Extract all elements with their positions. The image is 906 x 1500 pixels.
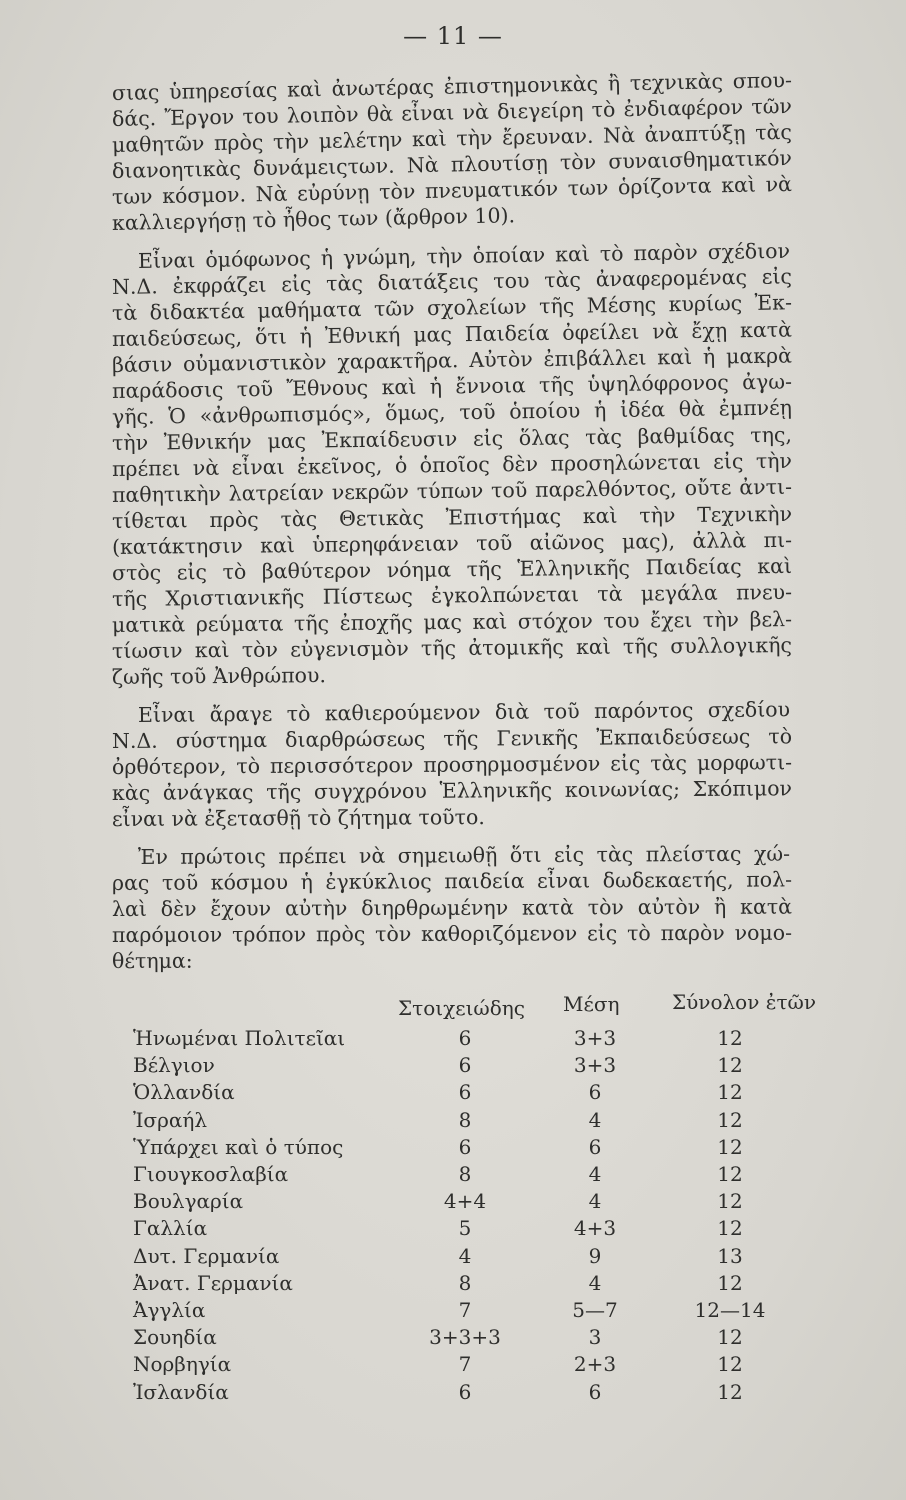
text-line: κὰς ἀνάγκας τῆς συγχρόνου Ἑλληνικῆς κοινωνίας; Σκόπιμον bbox=[111, 776, 793, 805]
text-line: των κόσμον. Νὰ εὐρύνῃ τὸν πνευματικόν των ὁρίζοντα καὶ νὰ bbox=[111, 171, 793, 209]
table-cell-elementary: 6 bbox=[458, 1135, 472, 1159]
table-cell-total: 12 bbox=[717, 1080, 743, 1104]
text-line: τίθεται πρὸς τὰς Θετικὰς Ἐπιστήμας καὶ τὴν Τεχνικὴν bbox=[111, 501, 793, 533]
column-header-elementary: Στοιχειώδης bbox=[398, 996, 525, 1020]
table-cell-country: Δυτ. Γερμανία bbox=[133, 1244, 280, 1268]
table-cell-country: Βουλγαρία bbox=[133, 1189, 244, 1213]
table-cell-country: Ἡνωμέναι Πολιτεῖαι bbox=[133, 1026, 346, 1050]
table-cell-elementary: 6 bbox=[458, 1053, 472, 1077]
table-cell-total: 12 bbox=[717, 1271, 743, 1295]
text-line: δάς. Ἔργον του λοιπὸν θὰ εἶναι νὰ διεγείρη τὸ ἐνδιαφέρον τῶν bbox=[111, 93, 793, 131]
table-cell-country: Ἰσραήλ bbox=[133, 1108, 207, 1132]
table-cell-middle: 6 bbox=[588, 1380, 602, 1404]
text-line: καλλιεργήσῃ τὸ ἦθος των (ἄρθρον 10). bbox=[111, 203, 516, 235]
text-line: γῆς. Ὁ «ἀνθρωπισμός», ὅμως, τοῦ ὁποίου ἡ ἰδέα θὰ ἐμπνέῃ bbox=[111, 395, 793, 429]
text-line: Ν.Δ. σύστημα διαρθρώσεως τῆς Γενικῆς Ἐκπαιδεύσεως τὸ bbox=[111, 724, 793, 753]
table-cell-total: 12—14 bbox=[694, 1298, 766, 1322]
text-line: Ἐν πρώτοις πρέπει νὰ σημειωθῇ ὅτι εἰς τὰς πλείστας χώ- bbox=[137, 841, 791, 869]
table-cell-country: Ὑπάρχει καὶ ὁ τύπος bbox=[133, 1135, 344, 1159]
table-cell-elementary: 6 bbox=[458, 1080, 472, 1104]
text-line: Εἶναι ὁμόφωνος ἡ γνώμη, τὴν ὁποίαν καὶ τὸ παρὸν σχέδιον bbox=[137, 238, 791, 273]
table-cell-country: Ἀνατ. Γερμανία bbox=[133, 1271, 293, 1295]
table-cell-middle: 3+3 bbox=[573, 1026, 617, 1050]
table-cell-total: 12 bbox=[717, 1053, 743, 1077]
table-cell-elementary: 5 bbox=[458, 1216, 472, 1240]
page-number: — 11 — bbox=[403, 22, 503, 50]
text-line: παθητικὴν λατρείαν νεκρῶν τύπων τοῦ παρελθόντος, οὔτε ἀντι- bbox=[111, 474, 793, 507]
table-cell-total: 12 bbox=[717, 1162, 743, 1186]
text-line: βάσιν οὐμανιστικὸν χαρακτῆρα. Αὐτὸν ἐπιβάλλει καὶ ἡ μακρὰ bbox=[111, 343, 793, 377]
table-cell-elementary: 6 bbox=[458, 1380, 472, 1404]
table-cell-elementary: 4 bbox=[458, 1244, 472, 1268]
text-line: (κατάκτησιν καὶ ὑπερηφάνειαν τοῦ αἰῶνος μας), ἀλλὰ πι- bbox=[111, 527, 793, 559]
text-line: διανοητικὰς δυνάμειςτων. Νὰ πλουτίσῃ τὸν συναισθηματικόν bbox=[111, 145, 793, 183]
table-cell-country: Ἀγγλία bbox=[133, 1298, 206, 1322]
table-cell-elementary: 4+4 bbox=[443, 1189, 487, 1213]
table-cell-country: Βέλγιον bbox=[133, 1053, 215, 1077]
table-cell-elementary: 8 bbox=[458, 1108, 472, 1132]
text-line: στὸς εἰς τὸ βαθύτερον νόημα τῆς Ἑλληνικῆς Παιδείας καὶ bbox=[111, 553, 793, 585]
text-line: ζωῆς τοῦ Ἀνθρώπου. bbox=[111, 663, 327, 689]
table-cell-country: Γαλλία bbox=[133, 1216, 208, 1240]
table-cell-country: Νορβηγία bbox=[133, 1352, 232, 1376]
text-line: πρέπει νὰ εἶναι ἐκεῖνος, ὁ ὁποῖος δὲν προσηλώνεται εἰς τὴν bbox=[111, 448, 793, 481]
table-cell-total: 13 bbox=[717, 1244, 743, 1268]
table-cell-total: 12 bbox=[717, 1108, 743, 1132]
text-line: παράδοσις τοῦ Ἔθνους καὶ ἡ ἔννοια τῆς ὑψηλόφρονος ἀγω- bbox=[111, 369, 793, 403]
text-line: ματικὰ ρεύματα τῆς ἐποχῆς μας καὶ στόχον του ἔχει τὴν βελ- bbox=[111, 607, 793, 637]
text-line: τὴν Ἐθνικήν μας Ἐκπαίδευσιν εἰς ὅλας τὰς βαθμίδας της, bbox=[111, 422, 793, 455]
table-cell-middle: 4 bbox=[588, 1108, 602, 1132]
text-line: εἶναι νὰ ἐξετασθῇ τὸ ζήτημα τοῦτο. bbox=[111, 805, 485, 831]
text-line: παρόμοιον τρόπον πρὸς τὸν καθοριζόμενον εἰς τὸ παρὸν νομο- bbox=[111, 920, 793, 947]
text-line: Ν.Δ. ἐκφράζει εἰς τὰς διατάξεις του τὰς ἀναφερομένας εἰς bbox=[111, 264, 793, 299]
table-cell-total: 12 bbox=[717, 1380, 743, 1404]
table-cell-total: 12 bbox=[717, 1135, 743, 1159]
table-cell-elementary: 7 bbox=[458, 1298, 472, 1322]
table-cell-middle: 6 bbox=[588, 1135, 602, 1159]
table-cell-total: 12 bbox=[717, 1026, 743, 1050]
column-header-middle: Μέση bbox=[563, 992, 620, 1016]
text-line: ὀρθότερον, τὸ περισσότερον προσηρμοσμένον εἰς τὰς μορφωτι- bbox=[111, 750, 793, 779]
table-cell-middle: 6 bbox=[588, 1080, 602, 1104]
table-cell-middle: 2+3 bbox=[573, 1352, 617, 1376]
table-cell-middle: 4 bbox=[588, 1271, 602, 1295]
text-line: σιας ὑπηρεσίας καὶ ἀνωτέρας ἐπιστημονικὰς ἢ τεχνικὰς σπου- bbox=[111, 67, 793, 105]
text-line: λαὶ δὲν ἔχουν αὐτὴν διηρθρωμένην κατὰ τὸν αὐτὸν ἢ κατὰ bbox=[111, 894, 793, 921]
table-cell-total: 12 bbox=[717, 1216, 743, 1240]
text-line: τίωσιν καὶ τὸν εὐγενισμὸν τῆς ἀτομικῆς καὶ τῆς συλλογικῆς bbox=[111, 633, 793, 663]
table-cell-elementary: 3+3+3 bbox=[429, 1325, 501, 1349]
table-cell-middle: 4 bbox=[588, 1189, 602, 1213]
table-cell-total: 12 bbox=[717, 1352, 743, 1376]
table-cell-middle: 4 bbox=[588, 1162, 602, 1186]
text-line: θέτημα: bbox=[111, 948, 193, 973]
table-cell-country: Σουηδία bbox=[133, 1325, 217, 1349]
table-cell-country: Ὁλλανδία bbox=[133, 1080, 235, 1104]
column-header-total: Σύνολον ἐτῶν bbox=[672, 990, 816, 1014]
table-cell-middle: 3 bbox=[588, 1325, 602, 1349]
table-cell-elementary: 6 bbox=[458, 1026, 472, 1050]
table-cell-middle: 4+3 bbox=[573, 1216, 617, 1240]
table-cell-elementary: 8 bbox=[458, 1162, 472, 1186]
text-line: τῆς Χριστιανικῆς Πίστεως ἐγκολπώνεται τὰ μεγάλα πνευ- bbox=[111, 579, 793, 611]
table-cell-middle: 9 bbox=[588, 1244, 602, 1268]
table-cell-elementary: 7 bbox=[458, 1352, 472, 1376]
table-cell-total: 12 bbox=[717, 1189, 743, 1213]
text-line: παιδεύσεως, ὅτι ἡ Ἐθνική μας Παιδεία ὀφείλει νὰ ἔχῃ κατὰ bbox=[111, 317, 793, 351]
table-cell-country: Γιουγκοσλαβία bbox=[133, 1162, 289, 1186]
table-cell-country: Ἰσλανδία bbox=[133, 1380, 229, 1404]
table-cell-elementary: 8 bbox=[458, 1271, 472, 1295]
text-line: τὰ διδακτέα μαθήματα τῶν σχολείων τῆς Μέσης κυρίως Ἐκ- bbox=[111, 290, 793, 325]
text-line: μαθητῶν πρὸς τὴν μελέτην καὶ τὴν ἔρευναν. Νὰ ἀναπτύξῃ τὰς bbox=[111, 119, 793, 157]
table-cell-total: 12 bbox=[717, 1325, 743, 1349]
text-line: ρας τοῦ κόσμου ἡ ἐγκύκλιος παιδεία εἶναι δωδεκαετής, πολ- bbox=[111, 867, 793, 895]
table-cell-middle: 3+3 bbox=[573, 1053, 617, 1077]
text-line: Εἶναι ἄραγε τὸ καθιερούμενον διὰ τοῦ παρόντος σχεδίου bbox=[137, 697, 791, 727]
table-cell-middle: 5—7 bbox=[572, 1298, 618, 1322]
